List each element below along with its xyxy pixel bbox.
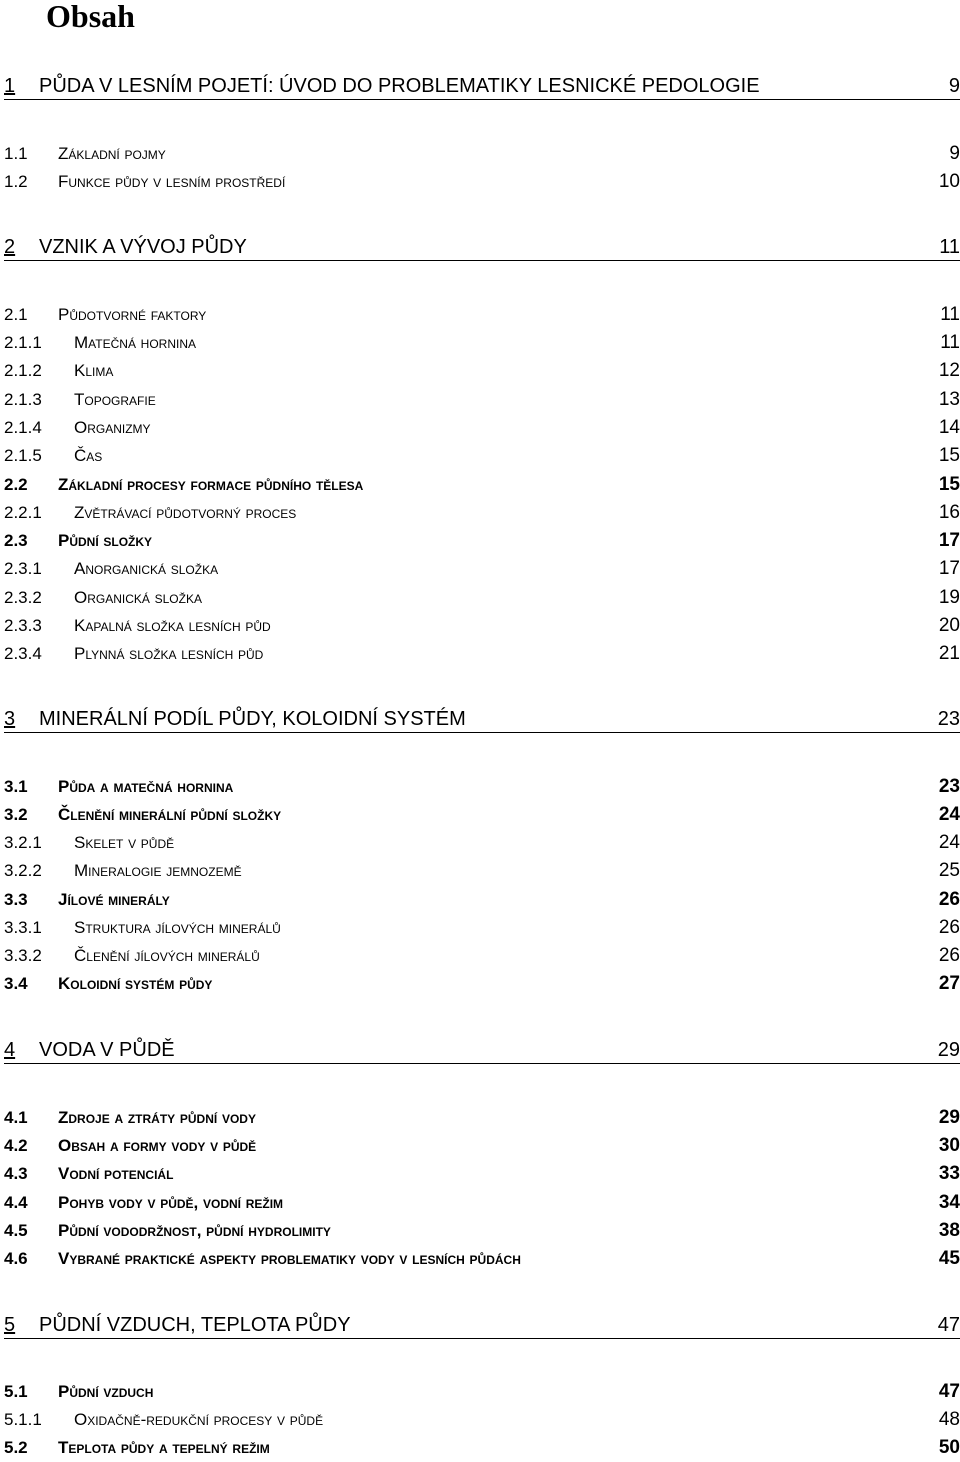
toc-entry-page: 15 bbox=[938, 445, 960, 466]
toc-entry-title: PŮDNÍ VZDUCH, TEPLOTA PŮDY bbox=[39, 1314, 351, 1336]
toc-section-entry[interactable] bbox=[4, 1380, 960, 1404]
toc-entry-title: Zdroje a ztráty půdní vody bbox=[58, 1108, 256, 1127]
toc-entry-number: 3.3 bbox=[4, 890, 28, 909]
toc-entry-title: Čas bbox=[74, 446, 103, 465]
toc-chapter-entry[interactable] bbox=[4, 1037, 960, 1064]
toc-section-entry[interactable] bbox=[4, 1219, 960, 1243]
toc-entry-page: 13 bbox=[938, 389, 960, 410]
toc-section-entry[interactable] bbox=[4, 586, 960, 610]
toc-entry-page: 25 bbox=[938, 860, 960, 881]
toc-entry-number: 2.1.2 bbox=[4, 361, 42, 380]
toc-entry-number: 2.2 bbox=[4, 475, 28, 494]
toc-entry-page: 10 bbox=[938, 171, 960, 192]
toc-entry-page: 47 bbox=[938, 1381, 960, 1402]
toc-entry-page: 26 bbox=[938, 945, 960, 966]
toc-entry-number: 2.3.2 bbox=[4, 588, 42, 607]
toc-section-entry[interactable] bbox=[4, 1436, 960, 1460]
toc-section-entry[interactable] bbox=[4, 1106, 960, 1130]
toc-section-entry[interactable] bbox=[4, 331, 960, 355]
toc-entry-page: 19 bbox=[938, 587, 960, 608]
toc-entry-number: 2.3 bbox=[4, 531, 28, 550]
toc-entry-title: Obsah a formy vody v půdě bbox=[58, 1136, 257, 1155]
toc-entry-title: MINERÁLNÍ PODÍL PŮDY, KOLOIDNÍ SYSTÉM bbox=[39, 708, 466, 730]
toc-section-entry[interactable] bbox=[4, 614, 960, 638]
toc-entry-page: 45 bbox=[938, 1248, 960, 1269]
toc-entry-page: 12 bbox=[938, 360, 960, 381]
toc-entry-number: 5 bbox=[4, 1314, 16, 1336]
toc-entry-page: 23 bbox=[937, 708, 960, 730]
toc-entry-number: 2.1 bbox=[4, 305, 28, 324]
toc-section-entry[interactable] bbox=[4, 831, 960, 855]
toc-entry-page: 33 bbox=[938, 1163, 960, 1184]
toc-entry-page: 11 bbox=[940, 304, 960, 325]
toc-entry-page: 9 bbox=[949, 143, 960, 164]
toc-section-entry[interactable] bbox=[4, 170, 960, 194]
toc-entry-title: Plynná složka lesních půd bbox=[74, 644, 264, 663]
toc-entry-page: 50 bbox=[938, 1437, 960, 1458]
toc-entry-title: Teplota půdy a tepelný režim bbox=[58, 1438, 270, 1457]
toc-section-entry[interactable] bbox=[4, 1134, 960, 1158]
toc-section-entry[interactable] bbox=[4, 859, 960, 883]
toc-entry-number: 3.1 bbox=[4, 777, 28, 796]
toc-entry-title: VZNIK A VÝVOJ PŮDY bbox=[39, 236, 247, 258]
toc-entry-page: 16 bbox=[938, 502, 960, 523]
toc-entry-title: Skelet v půdě bbox=[74, 833, 175, 852]
page-title: Obsah bbox=[46, 0, 135, 34]
toc-entry-number: 2.3.1 bbox=[4, 559, 42, 578]
toc-entry-title: Topografie bbox=[74, 390, 156, 409]
toc-entry-number: 5.2 bbox=[4, 1438, 28, 1457]
toc-section-entry[interactable] bbox=[4, 142, 960, 166]
toc-entry-title: Základní pojmy bbox=[58, 144, 166, 163]
toc-section-entry[interactable] bbox=[4, 529, 960, 553]
toc-entry-page: 11 bbox=[939, 236, 960, 258]
toc-chapter-entry[interactable] bbox=[4, 706, 960, 733]
toc-entry-page: 29 bbox=[937, 1039, 960, 1061]
toc-entry-number: 4.5 bbox=[4, 1221, 28, 1240]
toc-entry-title: Členění minerální půdní složky bbox=[58, 805, 282, 824]
toc-section-entry[interactable] bbox=[4, 1162, 960, 1186]
toc-entry-title: Základní procesy formace půdního tělesa bbox=[58, 475, 364, 494]
toc-entry-page: 9 bbox=[948, 75, 960, 97]
toc-entry-page: 34 bbox=[938, 1192, 960, 1213]
toc-entry-number: 2.2.1 bbox=[4, 503, 42, 522]
toc-entry-page: 29 bbox=[938, 1107, 960, 1128]
toc-entry-title: Koloidní systém půdy bbox=[58, 974, 213, 993]
toc-entry-number: 5.1 bbox=[4, 1382, 28, 1401]
toc-entry-number: 2.1.3 bbox=[4, 390, 42, 409]
toc-entry-page: 47 bbox=[937, 1314, 960, 1336]
toc-entry-page: 24 bbox=[938, 804, 960, 825]
toc-entry-title: PŮDA V LESNÍM POJETÍ: ÚVOD DO PROBLEMATIKY LESNICKÉ PEDOLOGIE bbox=[39, 75, 760, 97]
toc-entry-title: Půdotvorné faktory bbox=[58, 305, 207, 324]
toc-section-entry[interactable] bbox=[4, 444, 960, 468]
toc-entry-title: Členění jílových minerálů bbox=[74, 946, 260, 965]
toc-section-entry[interactable] bbox=[4, 303, 960, 327]
toc-entry-title: Vybrané praktické aspekty problematiky vody v lesních půdách bbox=[58, 1249, 521, 1268]
toc-entry-number: 4.4 bbox=[4, 1193, 28, 1212]
toc-entry-page: 14 bbox=[938, 417, 960, 438]
toc-entry-page: 23 bbox=[938, 776, 960, 797]
toc-section-entry[interactable] bbox=[4, 416, 960, 440]
toc-entry-page: 20 bbox=[938, 615, 960, 636]
toc-section-entry[interactable] bbox=[4, 944, 960, 968]
toc-entry-title: Mineralogie jemnozemě bbox=[74, 861, 242, 880]
toc-entry-number: 4.6 bbox=[4, 1249, 28, 1268]
toc-entry-number: 1.1 bbox=[4, 144, 28, 163]
toc-entry-title: Oxidačně-redukční procesy v půdě bbox=[74, 1410, 324, 1429]
toc-entry-title: Půdní složky bbox=[58, 531, 153, 550]
toc-entry-title: Půdní vzduch bbox=[58, 1382, 154, 1401]
toc-section-entry[interactable] bbox=[4, 1247, 960, 1271]
toc-entry-number: 1 bbox=[4, 75, 16, 97]
toc-entry-number: 2.1.4 bbox=[4, 418, 42, 437]
toc-section-entry[interactable] bbox=[4, 388, 960, 412]
toc-entry-number: 3.4 bbox=[4, 974, 28, 993]
toc-entry-number: 2.3.3 bbox=[4, 616, 42, 635]
toc-entry-number: 4 bbox=[4, 1039, 16, 1061]
toc-entry-title: Organizmy bbox=[74, 418, 151, 437]
toc-entry-number: 2.1.1 bbox=[4, 333, 42, 352]
toc-entry-page: 26 bbox=[938, 917, 960, 938]
toc-entry-title: Anorganická složka bbox=[74, 559, 219, 578]
toc-entry-title: Zvětrávací půdotvorný proces bbox=[74, 503, 297, 522]
toc-entry-title: Struktura jílových minerálů bbox=[74, 918, 281, 937]
toc-entry-title: VODA V PŮDĚ bbox=[39, 1039, 175, 1061]
toc-entry-number: 3 bbox=[4, 708, 16, 730]
toc-entry-page: 24 bbox=[938, 832, 960, 853]
toc-entry-title: Pohyb vody v půdě, vodní režim bbox=[58, 1193, 284, 1212]
toc-entry-number: 3.2.1 bbox=[4, 833, 42, 852]
toc-section-entry[interactable] bbox=[4, 359, 960, 383]
toc-entry-title: Půda a matečná hornina bbox=[58, 777, 234, 796]
toc-entry-title: Vodní potenciál bbox=[58, 1164, 174, 1183]
toc-entry-number: 2.1.5 bbox=[4, 446, 42, 465]
toc-section-entry[interactable] bbox=[4, 642, 960, 666]
toc-entry-page: 30 bbox=[938, 1135, 960, 1156]
toc-entry-title: Matečná hornina bbox=[74, 333, 197, 352]
toc-entry-number: 1.2 bbox=[4, 172, 28, 191]
toc-section-entry[interactable] bbox=[4, 775, 960, 799]
toc-entry-number: 4.1 bbox=[4, 1108, 28, 1127]
toc-entry-page: 17 bbox=[938, 530, 960, 551]
toc-section-entry[interactable] bbox=[4, 972, 960, 996]
toc-section-entry[interactable] bbox=[4, 501, 960, 525]
toc-entry-title: Kapalná složka lesních půd bbox=[74, 616, 271, 635]
toc-entry-page: 27 bbox=[938, 973, 960, 994]
toc-entry-page: 11 bbox=[940, 332, 960, 353]
toc-entry-title: Klima bbox=[74, 361, 114, 380]
toc-entry-page: 38 bbox=[938, 1220, 960, 1241]
toc-chapter-entry[interactable] bbox=[4, 73, 960, 100]
toc-entry-title: Organická složka bbox=[74, 588, 202, 607]
toc-entry-title: Půdní vododržnost, půdní hydrolimity bbox=[58, 1221, 331, 1240]
toc-chapter-entry[interactable] bbox=[4, 234, 960, 261]
toc-section-entry[interactable] bbox=[4, 557, 960, 581]
toc-entry-page: 17 bbox=[938, 558, 960, 579]
toc-section-entry[interactable] bbox=[4, 803, 960, 827]
toc-entry-number: 3.3.1 bbox=[4, 918, 42, 937]
toc-entry-page: 48 bbox=[938, 1409, 960, 1430]
toc-entry-title: Jílové minerály bbox=[58, 890, 170, 909]
toc-entry-page: 26 bbox=[938, 889, 960, 910]
toc-section-entry[interactable] bbox=[4, 1408, 960, 1432]
toc-section-entry[interactable] bbox=[4, 916, 960, 940]
toc-entry-number: 4.2 bbox=[4, 1136, 28, 1155]
toc-entry-number: 3.2 bbox=[4, 805, 28, 824]
toc-entry-number: 2 bbox=[4, 236, 16, 258]
toc-chapter-entry[interactable] bbox=[4, 1312, 960, 1339]
toc-section-entry[interactable] bbox=[4, 1191, 960, 1215]
toc-entry-number: 2.3.4 bbox=[4, 644, 42, 663]
toc-entry-number: 4.3 bbox=[4, 1164, 28, 1183]
toc-entry-page: 21 bbox=[938, 643, 960, 664]
toc-entry-number: 3.2.2 bbox=[4, 861, 42, 880]
toc-entry-number: 5.1.1 bbox=[4, 1410, 42, 1429]
toc-section-entry[interactable] bbox=[4, 473, 960, 497]
toc-entry-page: 15 bbox=[938, 474, 960, 495]
toc-section-entry[interactable] bbox=[4, 888, 960, 912]
toc-entry-title: Funkce půdy v lesním prostředí bbox=[58, 172, 286, 191]
toc-entry-number: 3.3.2 bbox=[4, 946, 42, 965]
